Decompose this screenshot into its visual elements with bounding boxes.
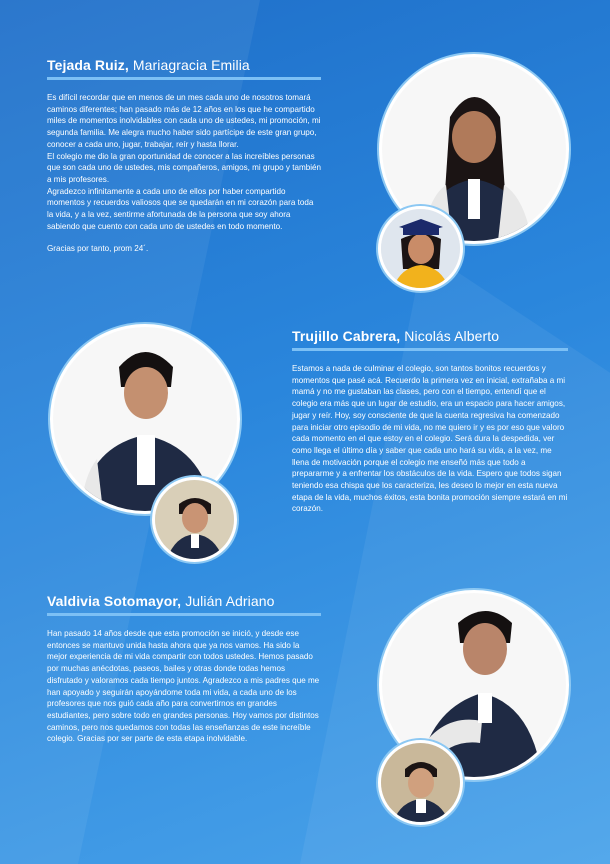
student-name (47, 57, 321, 73)
student-message (292, 363, 568, 515)
message-paragraph: El colegio me dio la gran oportunidad de conocer a las increíbles personas que son cada uno de ustedes, mis compañeros, amigos, mi grupo y también a mis profesores. (47, 151, 321, 184)
child-portrait-photo (152, 477, 237, 562)
message-paragraph: Han pasado 14 años desde que esta promoción se inició, y desde ese entonces se mantuvo unida hasta ahora que ya nos vamos. Ha sido la mejor experiencia de mi vida compartir con todos ustedes. Hemos pasado por muchas anécdotas, paseos, bailes y otras donde todas hemos disfrutado y valoramos cada tiempo juntos. Agradezco a mis padres que me han apoyado y seguirán apoyándome toda mi vida, a cada uno de los profesores que nos guió cada año para convertirnos en grandes estudiantes, pero sobre todo en grandes personas. Hoy vamos por distintos caminos, pero nos quedamos con todas las enseñanzas de este increíble colegio. Gracias por ser parte de esta etapa inolvidable. (47, 629, 320, 744)
student-name (47, 593, 321, 609)
student-surname: Trujillo Cabrera, (292, 328, 401, 344)
student-given-name: Julián Adriano (185, 593, 275, 609)
message-paragraph: Estamos a nada de culminar el colegio, son tantos bonitos recuerdos y momentos que pasé acá. Recuerdo la primera vez en inicial, extrañaba a mi mamá y no me gustaban las clases, pero con el tiempo, entendí que el colegio era más que un lugar de estudio, era un espacio para hacer amigos, jugar y reír. Hoy, soy consciente de que la cuenta regresiva ha comenzado para iniciar otro episodio de mi vida, no me quiero ir y es por eso que valoro cada momento en el que estoy en el colegio. Será dura la despedida, ver como llega el último día y saber que cada uno hará su vida, a la vez, me llena de motivación porque el colegio me enseñó más que todo a prepararme y a enfrentar los obstáculos de la vida. Espero que todos sigan teniendo esa chispa que los caracteriza, les deseo lo mejor en esta nueva etapa de la vida, muchos éxitos, esta bonita promoción siempre estará en mi corazón. (292, 364, 568, 514)
student-message (47, 92, 321, 255)
student-surname: Valdivia Sotomayor, (47, 593, 182, 609)
name-underline (47, 77, 321, 80)
student-surname: Tejada Ruiz, (47, 57, 129, 73)
student-entry-1 (47, 57, 321, 255)
student-given-name: Nicolás Alberto (404, 328, 500, 344)
name-underline (292, 348, 568, 351)
student-entry-2 (292, 328, 568, 515)
message-paragraph: Es difícil recordar que en menos de un mes cada uno de nosotros tomará caminos diferentes; han pasado más de 12 años en los que he compartido miles de momentos inolvidables con cada uno de ustedes, mi promoción, mi segunda familia. Me alegra mucho haber sido partícipe de este gran grupo, conocer a cada uno, jugar, trabajar, reír y hasta llorar. (47, 93, 321, 149)
student-name (292, 328, 568, 344)
message-paragraph: Agradezco infinitamente a cada uno de ellos por haber compartido momentos y recuerdos valiosos que se quedarán en mi corazón para toda la vida, y a la vez, sentirme afortunada de la persona que soy ahora sabiendo que cuento con cada uno de ustedes en todo momento. (47, 186, 314, 231)
child-portrait-photo (378, 206, 463, 291)
student-entry-3 (47, 593, 321, 745)
student-given-name: Mariagracia Emilia (132, 57, 250, 73)
child-portrait-photo (378, 740, 463, 825)
student-message (47, 628, 321, 745)
message-closing: Gracias por tanto, prom 24´. (47, 244, 149, 254)
name-underline (47, 613, 321, 616)
